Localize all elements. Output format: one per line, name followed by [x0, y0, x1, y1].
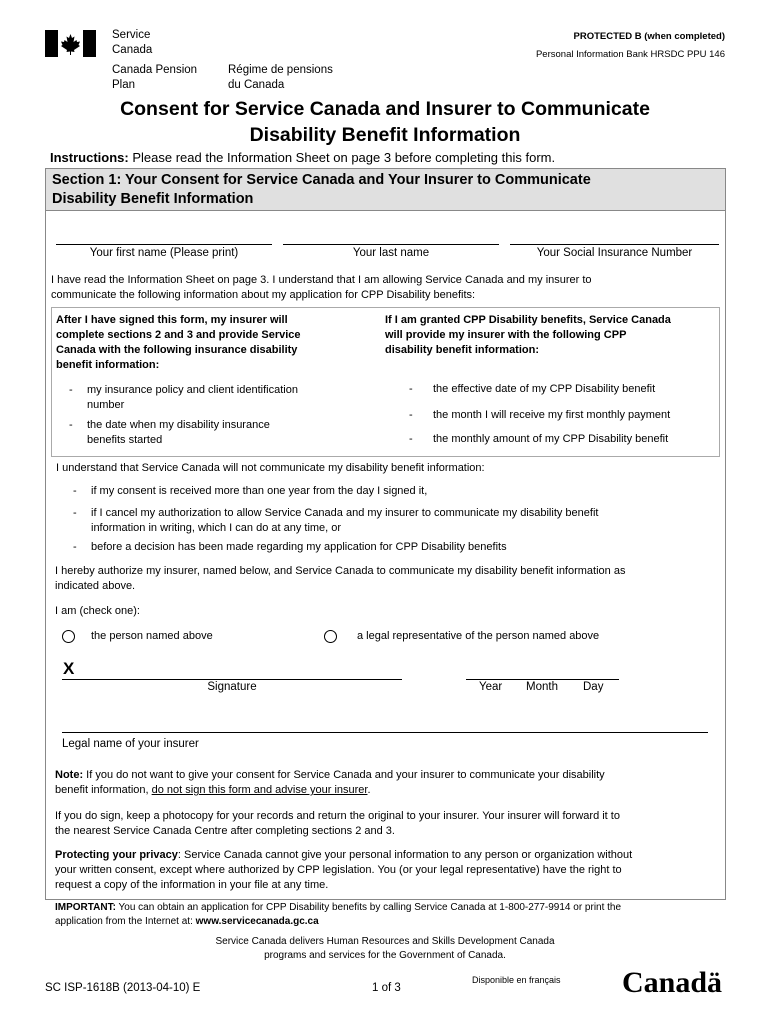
if-sign-line2: the nearest Service Canada Centre after completing sections 2 and 3. — [55, 825, 395, 837]
instructions-label: Instructions: — [50, 150, 129, 165]
list-item — [87, 418, 270, 448]
authorize-statement — [55, 564, 625, 594]
insurer-name-input[interactable] — [62, 732, 708, 733]
program-en-line2: Plan — [112, 79, 136, 91]
item-line: my insurance policy and client identification — [87, 384, 298, 396]
note-text: benefit information, — [55, 784, 152, 796]
year-label: Year — [479, 681, 503, 693]
not-communicate-statement: I understand that Service Canada will not communicate my disability benefit information: — [56, 462, 485, 474]
privacy-label: Protecting your privacy — [55, 849, 178, 861]
last-name-input[interactable] — [283, 244, 499, 245]
program-fr-line2: du Canada — [228, 79, 285, 91]
note-text: If you do not want to give your consent for Service Canada and your insurer to communicate your disability — [83, 769, 605, 781]
first-name-input[interactable] — [56, 244, 272, 245]
note-text: . — [367, 784, 371, 796]
radio-person-named[interactable] — [62, 630, 75, 643]
sin-label: Your Social Insurance Number — [536, 247, 693, 259]
list-item — [87, 383, 298, 413]
bullet-dash: - — [73, 485, 77, 497]
important-text: You can obtain an application for CPP Disability benefits by calling Service Canada at 1-800-277-9914 or print the — [115, 902, 622, 913]
program-name-fr — [228, 63, 333, 93]
item-line: the date when my disability insurance — [87, 419, 270, 431]
privacy-text: : Service Canada cannot give your personal information to any person or organization without — [177, 849, 633, 861]
insurer-provides-heading — [56, 313, 301, 373]
bullet-dash: - — [73, 507, 77, 519]
important-label: IMPORTANT: — [55, 902, 116, 913]
canada-wordmark: Canadä — [622, 966, 723, 999]
insurer-name-label: Legal name of your insurer — [62, 738, 199, 750]
page-number: 1 of 3 — [372, 982, 401, 994]
canada-flag-logo — [45, 30, 96, 57]
option-person-label: the person named above — [91, 630, 213, 642]
section1-heading-line2: Disability Benefit Information — [52, 191, 254, 207]
left-head-line: Canada with the following insurance disability — [56, 344, 298, 356]
condition-line: information in writing, which I can do at any time, or — [91, 522, 342, 534]
title-line2: Disability Benefit Information — [249, 124, 521, 146]
month-label: Month — [526, 681, 558, 693]
check-one-label: I am (check one): — [55, 605, 140, 617]
signature-label: Signature — [207, 681, 257, 693]
read-line1: I have read the Information Sheet on page 3. I understand that I am allowing Service Canada and my insurer to — [51, 274, 592, 286]
program-fr-line1: Régime de pensions — [228, 64, 333, 76]
item-line: benefits started — [87, 434, 163, 446]
right-head-line: will provide my insurer with the following CPP — [385, 329, 627, 341]
title-line1: Consent for Service Canada and Insurer to Communicate — [120, 98, 650, 120]
right-head-line: disability benefit information: — [385, 344, 540, 356]
read-statement — [51, 273, 592, 303]
delivers-line1: Service Canada delivers Human Resources and Skills Development Canada — [215, 936, 555, 947]
privacy-paragraph — [55, 848, 632, 893]
authorize-line1: I hereby authorize my insurer, named below, and Service Canada to communicate my disability benefit information as — [55, 565, 626, 577]
section1-heading-line1: Section 1: Your Consent for Service Canada and Your Insurer to Communicate — [52, 172, 591, 188]
program-en-line1: Canada Pension — [112, 64, 198, 76]
bullet-dash: - — [409, 433, 413, 445]
delivers-line2: programs and services for the Government of Canada. — [264, 950, 506, 961]
privacy-text: your written consent, except where authorized by CPP legislation. You (or your legal representative) have the right to — [55, 864, 622, 876]
note-paragraph — [55, 768, 605, 798]
read-line2: communicate the following information about my application for CPP Disability benefits: — [51, 289, 476, 301]
important-notice — [55, 901, 621, 929]
date-input[interactable] — [466, 679, 619, 680]
authorize-line2: indicated above. — [55, 580, 136, 592]
french-available: Disponible en français — [472, 975, 561, 985]
form-title — [0, 96, 770, 148]
condition-item: before a decision has been made regarding my application for CPP Disability benefits — [91, 541, 507, 553]
day-label: Day — [583, 681, 604, 693]
left-head-line: After I have signed this form, my insurer will — [56, 314, 288, 326]
department-name — [112, 28, 152, 58]
if-sign-paragraph — [55, 809, 620, 839]
program-name-en — [112, 63, 197, 93]
instructions-text: Please read the Information Sheet on page 3 before completing this form. — [128, 150, 556, 165]
item-line: number — [87, 399, 125, 411]
condition-item: if my consent is received more than one year from the day I signed it, — [91, 485, 428, 497]
radio-legal-representative[interactable] — [324, 630, 337, 643]
instructions — [50, 150, 555, 165]
option-rep-label: a legal representative of the person named above — [357, 630, 600, 642]
important-text: application from the Internet at: — [55, 916, 196, 927]
last-name-label: Your last name — [352, 247, 430, 259]
info-bank-label: Personal Information Bank HRSDC PPU 146 — [535, 49, 725, 60]
bullet-dash: - — [73, 541, 77, 553]
service-canada-url[interactable]: www.servicecanada.gc.ca — [195, 916, 319, 927]
first-name-label: Your first name (Please print) — [89, 247, 239, 259]
list-item: the monthly amount of my CPP Disability benefit — [433, 433, 669, 445]
dept-line2: Canada — [112, 44, 153, 56]
privacy-text: request a copy of the information in your file at any time. — [55, 879, 329, 891]
service-canada-provides-heading — [385, 313, 671, 358]
sin-input[interactable] — [510, 244, 719, 245]
if-sign-line1: If you do sign, keep a photocopy for your records and return the original to your insurer. Your insurer will forward it to — [55, 810, 620, 822]
left-head-line: complete sections 2 and 3 and provide Service — [56, 329, 301, 341]
list-item: the month I will receive my first monthly payment — [433, 409, 671, 421]
dept-line1: Service — [112, 29, 151, 41]
right-head-line: If I am granted CPP Disability benefits, Service Canada — [385, 314, 671, 326]
note-label: Note: — [55, 769, 84, 781]
signature-input[interactable] — [62, 679, 402, 680]
form-id: SC ISP-1618B (2013-04-10) E — [45, 982, 201, 994]
bullet-dash: - — [69, 419, 73, 431]
list-item: the effective date of my CPP Disability benefit — [433, 383, 656, 395]
condition-line: if I cancel my authorization to allow Service Canada and my insurer to communicate my disability benefit — [91, 507, 599, 519]
signature-x-mark: X — [63, 659, 75, 678]
section1-heading — [45, 168, 726, 211]
bullet-dash: - — [409, 409, 413, 421]
delivers-statement — [0, 935, 770, 963]
protected-label: PROTECTED B (when completed) — [573, 31, 725, 42]
condition-item — [91, 506, 598, 536]
bullet-dash: - — [409, 383, 413, 395]
bullet-dash: - — [69, 384, 73, 396]
left-head-line: benefit information: — [56, 359, 160, 371]
note-underlined: do not sign this form and advise your insurer — [151, 784, 368, 796]
